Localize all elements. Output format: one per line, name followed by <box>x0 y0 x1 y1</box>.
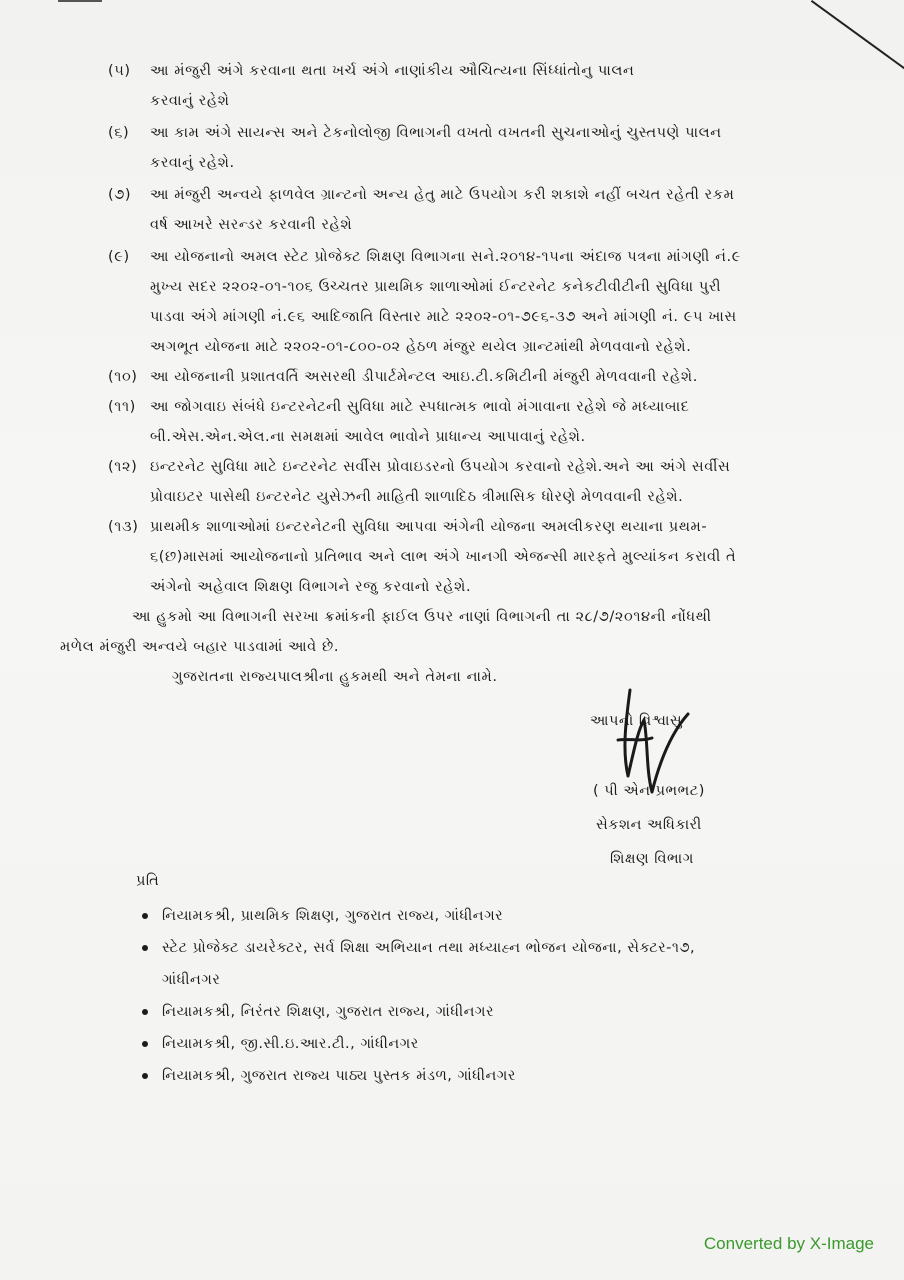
clause-text-line: કરવાનું રહેશે <box>150 93 230 109</box>
clause-number: (૭) <box>108 187 132 203</box>
clause-10 <box>108 362 828 392</box>
clause-number: (૫) <box>108 63 131 79</box>
clause-text-line: આ મંજુરી અન્વયે ફાળવેલ ગ્રાન્ટનો અન્ય હેતુ માટે ઉપયોગ કરી શકાશે નહીં બચત રહેતી રકમ <box>150 187 735 203</box>
governor-order-line: ગુજરાતના રાજ્યપાલશ્રીના હુકમથી અને તેમના નામે. <box>172 669 498 685</box>
clause-13 <box>108 512 828 602</box>
signatory-name: ( પી એન પ્રભભટ) <box>593 783 705 799</box>
recipients-section <box>136 866 816 1092</box>
clause-text-line: પ્રોવાઇટર પાસેથી ઇન્ટરનેટ યુસેઝની માહિતી શાળાદિઠ ત્રીમાસિક ધોરણે મેળવવાની રહેશે. <box>150 489 684 505</box>
recipients-heading: પ્રતિ <box>136 873 160 889</box>
clause-number: (૬) <box>108 125 130 141</box>
clause-text-line: ૬(છ)માસમાં આયોજનાનો પ્રતિભાવ અને લાભ અંગે ખાનગી એજન્સી મારફતે મુલ્યાંકન કરાવી તે <box>150 549 737 565</box>
closing-paragraph-line: આ હુકમો આ વિભાગની સરખા ક્રમાંકની ફાઈલ ઉપર નાણાં વિભાગની તા ૨૮/૭/૨૦૧૪ની નોંધથી <box>132 609 712 625</box>
clause-text-line: આ મંજુરી અંગે કરવાના થતા ખર્ચ અંગે નાણાંકીય ઔચિત્યના સિંધ્ધાંતોનુ પાલન <box>150 63 635 79</box>
clause-number: (૯) <box>108 249 130 265</box>
recipient-text: નિયામકશ્રી, પ્રાથમિક શિક્ષણ, ગુજરાત રાજ્ય, ગાંધીનગર <box>162 908 504 924</box>
clause-text-line: આ યોજનાનો અમલ સ્ટેટ પ્રોજેક્ટ શિક્ષણ વિભાગના સને.૨૦૧૪-૧૫ના અંદાજ પત્રના માંગણી નં.૯ <box>150 249 741 265</box>
list-item <box>136 1028 816 1060</box>
list-item <box>136 900 816 932</box>
bullet-icon <box>142 1009 148 1015</box>
clause-text-line: આ કામ અંગે સાયન્સ અને ટેકનોલોજી વિભાગની વખતો વખતની સુચનાઓનું ચુસ્તપણે પાલન <box>150 125 722 141</box>
clause-number: (૧૧) <box>108 399 136 415</box>
scan-edge-mark <box>58 0 102 5</box>
clause-number: (૧૨) <box>108 459 138 475</box>
clause-text-line: મુખ્ય સદર ૨૨૦૨-૦૧-૧૦૬ ઉચ્ચતર પ્રાથમિક શાળાઓમાં ઈન્ટરનેટ કનેકટીવીટીની સુવિધા પુરી <box>150 279 722 295</box>
bullet-icon <box>142 945 148 951</box>
clause-9 <box>108 242 828 362</box>
salutation: આપનો વિશ્વાસુ <box>590 713 683 729</box>
clause-text-line: પાડવા અંગે માંગણી નં.૯૬ આદિજાતિ વિસ્તાર માટે ૨૨૦૨-૦૧-૭૯૬-૩૭ અને માંગણી નં. ૯૫ ખાસ <box>150 309 737 325</box>
clause-text-line: કરવાનું રહેશે. <box>150 155 235 171</box>
recipient-text-cont: ગાંધીનગર <box>162 972 221 988</box>
clause-text-line: આ યોજનાની પ્રશાતવર્તિ અસરથી ડીપાર્ટમેન્ટલ આઇ.ટી.કમિટીની મંજુરી મેળવવાની રહેશે. <box>150 369 698 385</box>
recipient-text: સ્ટેટ પ્રોજેક્ટ ડાયરેક્ટર, સર્વ શિક્ષા અભિયાન તથા મધ્યાહ્ન ભોજન યોજના, સેક્ટર-૧૭, <box>162 940 696 956</box>
list-item <box>136 1060 816 1092</box>
converter-watermark: Converted by X-Image <box>703 1234 874 1253</box>
clause-11 <box>108 392 828 452</box>
clause-7 <box>108 180 828 240</box>
clause-text-line: અંગેનો અહેવાલ શિક્ષણ વિભાગને રજુ કરવાનો રહેશે. <box>150 579 472 595</box>
clause-number: (૧૩) <box>108 519 139 535</box>
clause-text-line: પ્રાથમીક શાળાઓમાં ઇન્ટરનેટની સુવિધા આપવા અંગેની યોજના અમલીકરણ થયાના પ્રથમ- <box>150 519 708 535</box>
recipient-text: નિયામકશ્રી, જી.સી.ઇ.આર.ટી., ગાંધીનગર <box>162 1036 419 1052</box>
clause-12 <box>108 452 828 512</box>
recipient-text: નિયામકશ્રી, નિરંતર શિક્ષણ, ગુજરાત રાજ્ય, ગાંધીનગર <box>162 1004 494 1020</box>
clause-text-line: અગભૂત યોજના માટે ૨૨૦૨-૦૧-૮૦૦-૦૨ હેઠળ મંજુર થયેલ ગ્રાન્ટમાંથી મેળવવાનો રહેશે. <box>150 339 692 355</box>
bullet-icon <box>142 1041 148 1047</box>
clause-number: (૧૦) <box>108 369 138 385</box>
recipient-text: નિયામકશ્રી, ગુજરાત રાજ્ય પાઠ્ય પુસ્તક મંડળ, ગાંધીનગર <box>162 1068 516 1084</box>
signature-block <box>590 704 770 876</box>
clause-text-line: બી.એસ.એન.એલ.ના સમક્ષમાં આવેલ ભાવોને પ્રાધાન્ય આપાવાનું રહેશે. <box>150 429 586 445</box>
list-item <box>136 932 816 996</box>
recipients-list <box>136 900 816 1092</box>
clause-text-line: ઇન્ટરનેટ સુવિધા માટે ઇન્ટરનેટ સર્વીસ પ્રોવાઇડરનો ઉપયોગ કરવાનો રહેશે.અને આ અંગે સર્વીસ <box>150 459 731 475</box>
closing-paragraph-line: મળેલ મંજુરી અન્વયે બહાર પાડવામાં આવે છે. <box>60 639 340 655</box>
clause-6 <box>108 118 828 178</box>
clause-text-line: આ જોગવાઇ સંબંધે ઇન્ટરનેટની સુવિધા માટે સ્પધાત્મક ભાવો મંગાવાના રહેશે જે મધ્યાબાદ <box>150 399 690 415</box>
list-item <box>136 996 816 1028</box>
signatory-designation: સેકશન અધિકારી <box>596 817 702 833</box>
bullet-icon <box>142 913 148 919</box>
clause-5 <box>108 56 828 116</box>
clause-text-line: વર્ષ આખરે સરન્ડર કરવાની રહેશે <box>150 217 353 233</box>
bullet-icon <box>142 1073 148 1079</box>
signatory-department: શિક્ષણ વિભાગ <box>610 851 694 867</box>
order-body <box>60 56 828 692</box>
